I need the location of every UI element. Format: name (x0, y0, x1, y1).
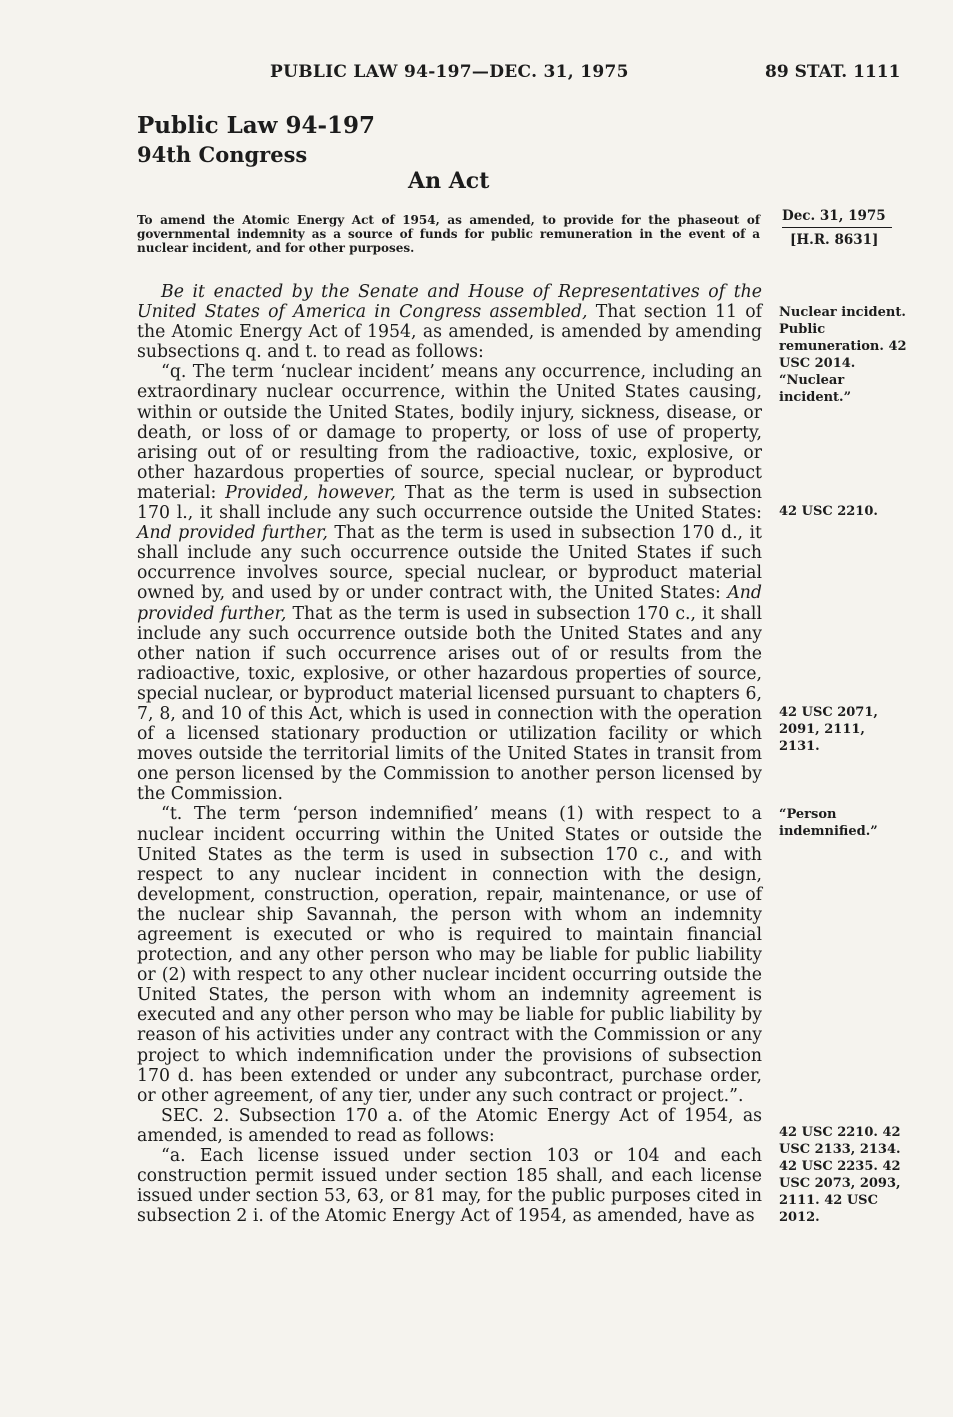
act-purpose: To amend the Atomic Energy Act of 1954, as amended, to provide for the phaseout of governmental indemnity as a source of funds for public remuneration in the event of a nuclear incident, and for other purposes. (137, 213, 760, 255)
subsection-t: “t. The term ‘person indemnified’ means (1) with respect to a nuclear incident occurring within the United States or outside the United States as the term is used in subsection 170 c., and with respect to any nuclear incident in connection with the design, development, construction, operation, repair, maintenance, or use of the nuclear ship Savannah, the person with whom an indemnity agreement is executed or who is required to maintain financial protection, and any other person who may be liable for public liability or (2) with respect to any other nuclear incident occurring outside the United States, the person with whom an indemnity agreement is executed and any other person who may be liable for public liability by reason of his activities under any contract with the Commission or any project to which indemnification under the provisions of subsection 170 d. has been extended or under any subcontract, purchase order, or other agreement, of any tier, under any such contract or project.”. (137, 804, 762, 1106)
enacting-rest: That section 11 of the Atomic Energy Act of 1954, as amended, is amended by amending subsections q. and t. to read as follows: (137, 302, 762, 363)
act-heading: An Act (408, 168, 490, 194)
q-text-3: That as the term is used in subsection 170 d., it shall include any such occurrence outside the United States if such occurrence involves source, special nuclear, or byproduct material owned by, and used by or under contract with, the United States: (137, 523, 762, 604)
congress-label: 94th Congress (137, 142, 308, 167)
running-head: PUBLIC LAW 94-197—DEC. 31, 1975 (270, 62, 629, 82)
margin-note-nuclear-incident: Nuclear incident. Public remuneration. 42 USC 2014. “Nuclear incident.” (779, 305, 907, 405)
q-text-4: That as the term is used in subsection 170 c., it shall include any such occurrence outside both the United States and any other nation if such occurrence arises out of or results from the radioactive, toxic, explosive, or other hazardous properties of source, special nuclear, or byproduct material licensed pursuant to chapters 6, 7, 8, and 10 of this Act, which is used in connection with the operation of a licensed stationary production or utilization facility or which moves outside the territorial limits of the United States in transit from one person licensed by the Commission to another person licensed by the Commission. (137, 603, 762, 805)
q-text-2: That as the term is used in subsection 170 l., it shall include any such occurrence outside the United States: (137, 482, 763, 524)
subsection-q (137, 362, 762, 804)
margin-note-2071: 42 USC 2071, 2091, 2111, 2131. (779, 705, 878, 754)
stat-page-number: 89 STAT. 1111 (765, 62, 901, 82)
enacting-formula: Be it enacted by the Senate and House of Representatives of the United States of America in Congress assembled, (137, 282, 762, 323)
q-provided-further-1: And provided further, (137, 523, 328, 544)
enacting-clause (137, 282, 762, 362)
margin-note-person-indemnified: “Person indemnified.” (779, 807, 878, 839)
q-text-1: “q. The term ‘nuclear incident’ means any occurrence, including an extraordinary nuclear occurrence, within the United States causing, within or outside the United States, bodily injury, sickness, disease, or death, or loss of or damage to property, or loss of use of property, arising out of or resulting from the radioactive, toxic, explosive, or other hazardous properties of source, special nuclear, or byproduct material: (137, 362, 762, 503)
section-2: SEC. 2. Subsection 170 a. of the Atomic Energy Act of 1954, as amended, is amended to read as follows: (137, 1105, 762, 1146)
subsection-a: “a. Each license issued under section 103 or 104 and each construction permit issued under section 185 shall, and each license issued under section 53, 63, or 81 may, for the public purposes cited in subsection 2 i. of the Atomic Energy Act of 1954, as amended, have as (137, 1146, 762, 1227)
enactment-date-box (782, 208, 892, 248)
bill-number: [H.R. 8631] (790, 232, 879, 248)
public-law-number: Public Law 94-197 (137, 112, 376, 139)
margin-note-2210: 42 USC 2210. (779, 504, 878, 519)
q-provided: Provided, however, (225, 482, 396, 503)
q-provided-further-2: And provided further, (137, 583, 762, 624)
act-body (137, 282, 762, 1226)
enactment-date: Dec. 31, 1975 (782, 208, 892, 228)
margin-note-sec2-citations: 42 USC 2210. 42 USC 2133, 2134. 42 USC 2235. 42 USC 2073, 2093, 2111. 42 USC 2012. (779, 1125, 901, 1225)
